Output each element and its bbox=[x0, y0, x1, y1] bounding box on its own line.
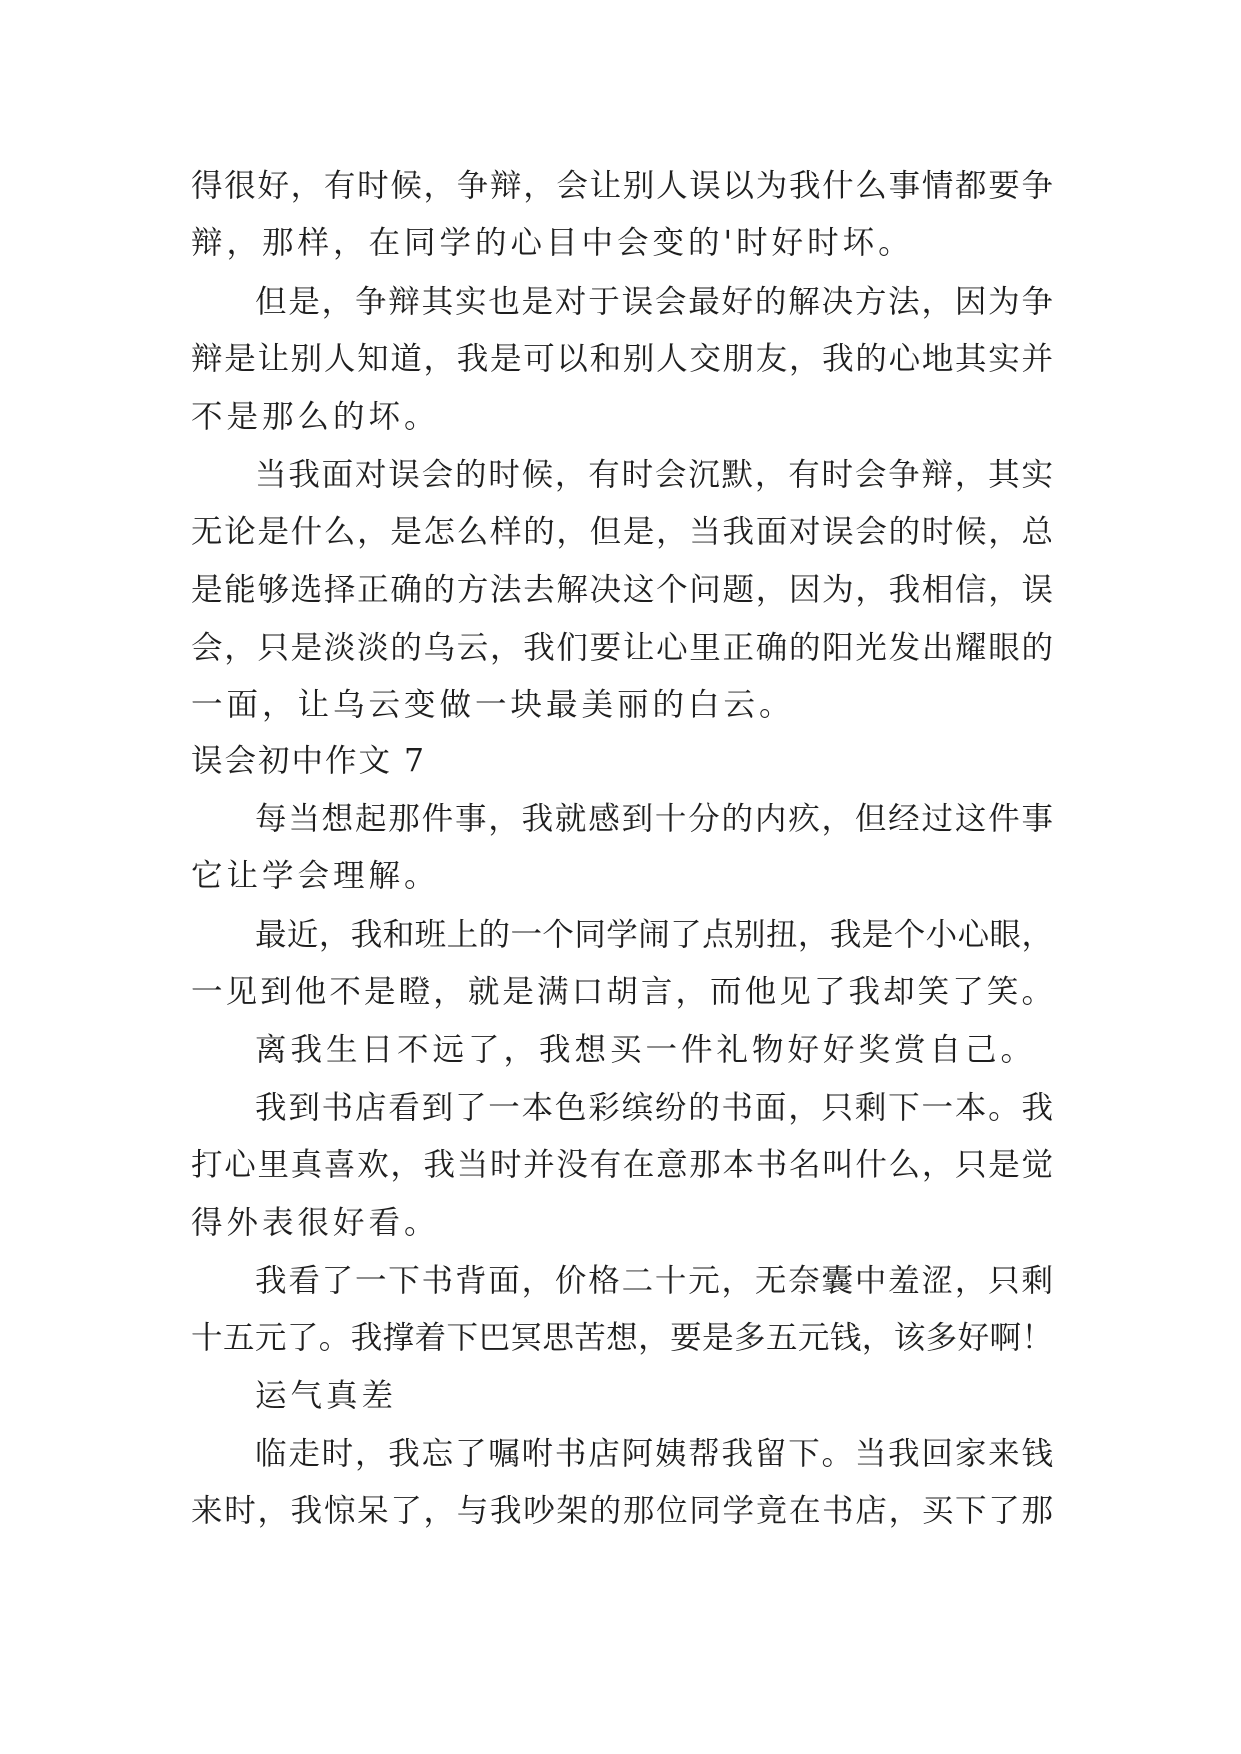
text-line: 是能够选择正确的方法去解决这个问题，因为，我相信，误 bbox=[191, 572, 1053, 608]
text-line: 得外表很好看。 bbox=[191, 1205, 440, 1241]
text-line: 一见到他不是瞪，就是满口胡言，而他见了我却笑了笑。 bbox=[191, 974, 1053, 1010]
text-line: 但是，争辩其实也是对于误会最好的解决方法，因为争 bbox=[255, 284, 1053, 320]
text-line: 临走时，我忘了嘱咐书店阿姨帮我留下。当我回家来钱 bbox=[255, 1436, 1053, 1472]
text-line: 来时，我惊呆了，与我吵架的那位同学竟在书店，买下了那 bbox=[191, 1493, 1053, 1529]
text-line: 十五元了。我撑着下巴冥思苦想，要是多五元钱，该多好啊！ bbox=[191, 1320, 1053, 1356]
text-line: 离我生日不远了，我想买一件礼物好好奖赏自己。 bbox=[255, 1032, 1037, 1068]
text-line: 运气真差 bbox=[255, 1378, 398, 1414]
text-line: 一面，让乌云变做一块最美丽的白云。 bbox=[191, 687, 795, 723]
text-line: 我到书店看到了一本色彩缤纷的书面，只剩下一本。我 bbox=[255, 1090, 1053, 1126]
text-line: 得很好，有时候，争辩，会让别人误以为我什么事情都要争 bbox=[191, 168, 1053, 204]
text-line: 打心里真喜欢，我当时并没有在意那本书名叫什么，只是觉 bbox=[191, 1147, 1053, 1183]
text-line: 当我面对误会的时候，有时会沉默，有时会争辩，其实 bbox=[255, 457, 1053, 493]
text-line: 不是那么的坏。 bbox=[191, 399, 440, 435]
text-line: 每当想起那件事，我就感到十分的内疚，但经过这件事 bbox=[255, 801, 1053, 837]
text-line: 它让学会理解。 bbox=[191, 858, 440, 894]
text-line: 最近，我和班上的一个同学闹了点别扭，我是个小心眼， bbox=[255, 917, 1053, 953]
text-line: 会，只是淡淡的乌云，我们要让心里正确的阳光发出耀眼的 bbox=[191, 630, 1053, 666]
text-line: 我看了一下书背面，价格二十元，无奈囊中羞涩，只剩 bbox=[255, 1263, 1053, 1299]
text-line: 无论是什么，是怎么样的，但是，当我面对误会的时候，总 bbox=[191, 514, 1053, 550]
text-line: 辩是让别人知道，我是可以和别人交朋友，我的心地其实并 bbox=[191, 341, 1053, 377]
section-heading: 误会初中作文 7 bbox=[191, 743, 427, 779]
text-line: 辩，那样，在同学的心目中会变的'时好时坏。 bbox=[191, 225, 914, 261]
